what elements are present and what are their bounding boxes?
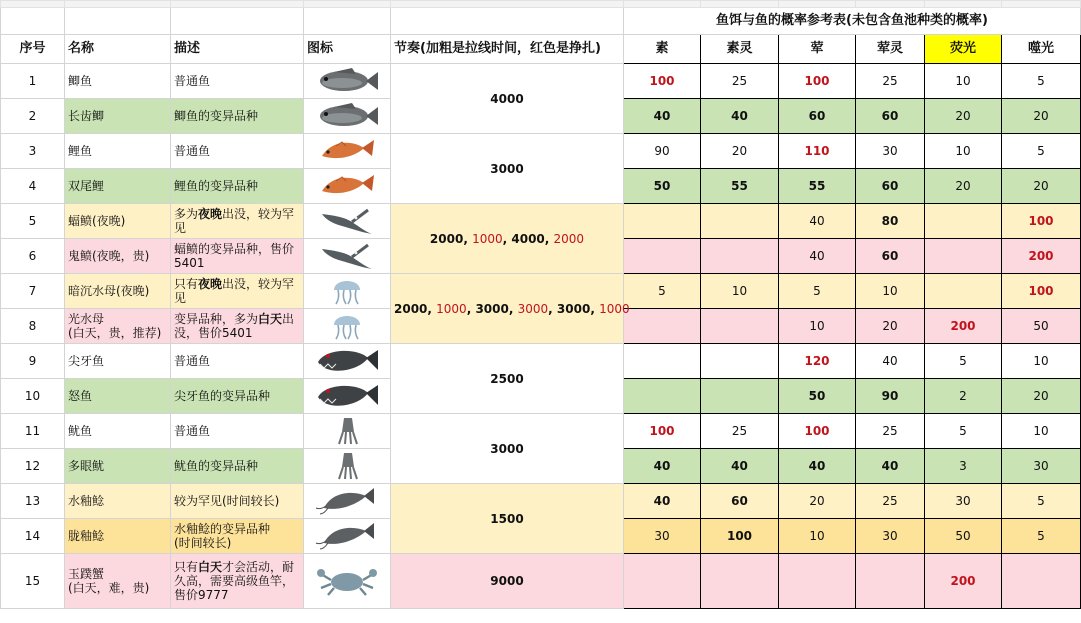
header-rhythm[interactable]: 节奏(加粗是拉线时间，红色是挣扎) xyxy=(391,35,624,64)
manta-ray-icon xyxy=(304,206,390,236)
probability-cell[interactable]: 50 xyxy=(925,519,1002,554)
row-index[interactable]: 13 xyxy=(1,484,65,519)
rhythm-value: 9000 xyxy=(490,574,524,588)
row-index[interactable]: 7 xyxy=(1,274,65,309)
header-desc[interactable]: 描述 xyxy=(171,35,304,64)
fish-description[interactable]: 蝠鲼的变异品种，售价5401 xyxy=(171,239,304,274)
probability-cell[interactable]: 60 xyxy=(701,484,779,519)
probability-cell[interactable] xyxy=(701,309,779,344)
probability-cell[interactable]: 120 xyxy=(779,344,856,379)
fish-icon-cell[interactable] xyxy=(304,134,391,169)
rhythm-value: 3000 xyxy=(490,161,524,176)
probability-cell[interactable] xyxy=(624,239,701,274)
fish-name[interactable]: 怒鱼 xyxy=(65,379,171,414)
probability-cell[interactable]: 5 xyxy=(624,274,701,309)
fish-name[interactable]: 胧釉鲶 xyxy=(65,519,171,554)
probability-cell[interactable]: 40 xyxy=(856,449,925,484)
probability-cell[interactable] xyxy=(624,554,701,609)
fish-description[interactable] xyxy=(171,274,304,309)
fish-icon-cell[interactable] xyxy=(304,274,391,309)
header-index[interactable]: 序号 xyxy=(1,35,65,64)
probability-cell[interactable] xyxy=(624,379,701,414)
desc-text: 出没，售价5401 xyxy=(174,312,295,340)
fish-name[interactable]: 长齿鲫 xyxy=(65,99,171,134)
row-index[interactable]: 12 xyxy=(1,449,65,484)
desc-text: 只有 xyxy=(174,560,199,574)
fish-description[interactable] xyxy=(171,309,304,344)
desc-text: 变异品种，多为 xyxy=(174,312,259,326)
fish-name[interactable]: 多眼鱿 xyxy=(65,449,171,484)
probability-cell[interactable]: 20 xyxy=(925,169,1002,204)
row-index[interactable]: 1 xyxy=(1,64,65,99)
probability-cell[interactable]: 20 xyxy=(779,484,856,519)
probability-cell[interactable]: 40 xyxy=(701,99,779,134)
table-row xyxy=(1,344,1081,379)
probability-cell[interactable]: 25 xyxy=(856,484,925,519)
piranha-icon xyxy=(304,346,390,376)
rhythm-value: 3000 xyxy=(475,301,509,316)
probability-cell[interactable] xyxy=(925,239,1002,274)
probability-cell[interactable]: 10 xyxy=(701,274,779,309)
probability-cell[interactable]: 30 xyxy=(856,134,925,169)
probability-cell[interactable]: 100 xyxy=(624,414,701,449)
column-letters-row xyxy=(1,1,1081,8)
probability-cell[interactable]: 20 xyxy=(1002,99,1081,134)
rhythm-cell[interactable] xyxy=(391,554,624,609)
probability-cell[interactable] xyxy=(624,204,701,239)
probability-cell[interactable]: 40 xyxy=(624,449,701,484)
fish-icon-cell[interactable] xyxy=(304,484,391,519)
probability-cell[interactable]: 100 xyxy=(1002,274,1081,309)
probability-cell[interactable]: 50 xyxy=(779,379,856,414)
row-index[interactable]: 6 xyxy=(1,239,65,274)
probability-cell[interactable]: 5 xyxy=(925,414,1002,449)
header-bait-4[interactable]: 荧光 xyxy=(925,35,1002,64)
probability-cell[interactable]: 10 xyxy=(1002,414,1081,449)
fish-name[interactable]: 双尾鲤 xyxy=(65,169,171,204)
desc-text: 出没，较为罕见 xyxy=(174,277,295,305)
table-title[interactable]: 鱼饵与鱼的概率参考表(未包含鱼池种类的概率) xyxy=(624,8,1081,35)
probability-cell[interactable]: 20 xyxy=(701,134,779,169)
probability-cell[interactable]: 20 xyxy=(1002,169,1081,204)
probability-cell[interactable] xyxy=(624,344,701,379)
rhythm-struggle-value: 1000 xyxy=(436,301,467,316)
fish-description[interactable] xyxy=(171,204,304,239)
fish-description[interactable]: 尖牙鱼的变异品种 xyxy=(171,379,304,414)
fish-name[interactable]: 玉蹼蟹 (白天，难，贵) xyxy=(65,554,171,609)
row-index[interactable]: 10 xyxy=(1,379,65,414)
rhythm-value: 2000 xyxy=(429,231,464,246)
header-row xyxy=(1,35,1081,64)
probability-cell[interactable]: 50 xyxy=(624,169,701,204)
title-row xyxy=(1,8,1081,35)
probability-cell[interactable]: 60 xyxy=(856,239,925,274)
probability-cell[interactable]: 30 xyxy=(856,519,925,554)
probability-cell[interactable]: 55 xyxy=(779,169,856,204)
fish-icon-cell[interactable] xyxy=(304,379,391,414)
rhythm-cell[interactable] xyxy=(391,414,624,484)
catfish-icon xyxy=(304,521,390,551)
table-body xyxy=(1,64,1081,609)
probability-cell[interactable]: 100 xyxy=(1002,204,1081,239)
probability-cell[interactable]: 55 xyxy=(701,169,779,204)
probability-cell[interactable]: 20 xyxy=(925,99,1002,134)
rhythm-cell[interactable] xyxy=(391,484,624,554)
rhythm-struggle-value: 3000 xyxy=(517,301,549,316)
rhythm-struggle-value: 1000 xyxy=(472,231,503,246)
table-row xyxy=(1,134,1081,169)
row-index[interactable]: 2 xyxy=(1,99,65,134)
table-row xyxy=(1,274,1081,309)
koi-orange-icon xyxy=(304,171,390,201)
probability-cell[interactable]: 10 xyxy=(1002,344,1081,379)
row-index[interactable]: 8 xyxy=(1,309,65,344)
rhythm-struggle-value: 1000 xyxy=(599,301,630,316)
desc-text: 多为 xyxy=(174,207,199,221)
probability-cell[interactable]: 10 xyxy=(856,274,925,309)
rhythm-value: , xyxy=(590,301,600,316)
probability-cell[interactable]: 5 xyxy=(925,344,1002,379)
probability-cell[interactable]: 10 xyxy=(925,134,1002,169)
jellyfish-icon xyxy=(304,311,390,341)
header-bait-2[interactable]: 荤 xyxy=(779,35,856,64)
rhythm-cell[interactable] xyxy=(391,274,630,344)
row-index[interactable]: 4 xyxy=(1,169,65,204)
fish-description[interactable]: 鱿鱼的变异品种 xyxy=(171,449,304,484)
desc-text: 只有 xyxy=(174,277,199,291)
probability-cell[interactable]: 60 xyxy=(779,99,856,134)
probability-cell[interactable]: 5 xyxy=(1002,134,1081,169)
header-bait-1[interactable]: 素灵 xyxy=(701,35,779,64)
probability-cell[interactable]: 200 xyxy=(1002,239,1081,274)
probability-cell[interactable]: 10 xyxy=(779,519,856,554)
probability-cell[interactable] xyxy=(856,554,925,609)
fish-icon-cell[interactable] xyxy=(304,239,391,274)
probability-cell[interactable]: 100 xyxy=(701,519,779,554)
desc-text: 出没，较为罕见 xyxy=(174,207,295,235)
probability-cell[interactable]: 3 xyxy=(925,449,1002,484)
fish-name[interactable]: 鲤鱼 xyxy=(65,134,171,169)
rhythm-cell[interactable] xyxy=(391,64,624,134)
rhythm-cell[interactable] xyxy=(391,134,624,204)
probability-cell[interactable]: 5 xyxy=(1002,484,1081,519)
fish-icon-cell[interactable] xyxy=(304,309,391,344)
rhythm-value: 3000 xyxy=(556,301,591,316)
probability-cell[interactable] xyxy=(1002,554,1081,609)
rhythm-value: , xyxy=(466,301,476,316)
table-row xyxy=(1,484,1081,519)
row-index[interactable]: 15 xyxy=(1,554,65,609)
desc-emphasis: 夜晚 xyxy=(198,277,223,291)
fish-description[interactable]: 鲫鱼的变异品种 xyxy=(171,99,304,134)
fish-icon-cell[interactable] xyxy=(304,99,391,134)
probability-cell[interactable]: 5 xyxy=(1002,519,1081,554)
fish-name[interactable]: 光水母 (白天，贵，推荐) xyxy=(65,309,171,344)
rhythm-cell[interactable] xyxy=(391,344,624,414)
jellyfish-icon xyxy=(304,276,390,306)
row-index[interactable]: 11 xyxy=(1,414,65,449)
rhythm-value: , xyxy=(548,301,557,316)
header-bait-3[interactable]: 荤灵 xyxy=(856,35,925,64)
probability-cell[interactable]: 40 xyxy=(624,99,701,134)
probability-cell[interactable]: 100 xyxy=(779,64,856,99)
probability-cell[interactable]: 40 xyxy=(856,344,925,379)
fish-description[interactable]: 普通鱼 xyxy=(171,414,304,449)
fish-name[interactable]: 鱿鱼 xyxy=(65,414,171,449)
fish-icon-cell[interactable] xyxy=(304,519,391,554)
squid-icon xyxy=(304,451,390,481)
table-row xyxy=(1,414,1081,449)
fish-icon-cell[interactable] xyxy=(304,344,391,379)
rhythm-value: 4000 xyxy=(511,231,545,246)
probability-cell[interactable]: 40 xyxy=(701,449,779,484)
rhythm-value: , xyxy=(544,231,554,246)
fish-name[interactable]: 鲫鱼 xyxy=(65,64,171,99)
fish-description[interactable]: 水釉鲶的变异品种 (时间较长) xyxy=(171,519,304,554)
row-index[interactable]: 9 xyxy=(1,344,65,379)
piranha-icon xyxy=(304,381,390,411)
probability-cell[interactable] xyxy=(701,379,779,414)
fish-description[interactable]: 普通鱼 xyxy=(171,64,304,99)
desc-emphasis: 白天 xyxy=(258,312,283,326)
probability-cell[interactable] xyxy=(701,239,779,274)
fish-description[interactable] xyxy=(171,554,304,609)
probability-cell[interactable]: 20 xyxy=(856,309,925,344)
probability-cell[interactable]: 20 xyxy=(1002,379,1081,414)
rhythm-value: 2000 xyxy=(394,301,428,316)
rhythm-value: , xyxy=(502,231,512,246)
rhythm-value: 2500 xyxy=(490,371,524,386)
probability-cell[interactable]: 40 xyxy=(779,239,856,274)
desc-emphasis: 白天 xyxy=(198,560,223,574)
probability-cell[interactable]: 10 xyxy=(779,309,856,344)
row-index[interactable]: 14 xyxy=(1,519,65,554)
row-index[interactable]: 3 xyxy=(1,134,65,169)
fish-name[interactable]: 鬼鲼(夜晚，贵) xyxy=(65,239,171,274)
fish-icon-cell[interactable] xyxy=(304,64,391,99)
probability-cell[interactable] xyxy=(701,344,779,379)
rhythm-struggle-value: 2000 xyxy=(553,231,585,246)
probability-cell[interactable]: 100 xyxy=(779,414,856,449)
fish-icon-cell[interactable] xyxy=(304,449,391,484)
crab-icon xyxy=(304,566,390,596)
fish-description[interactable]: 普通鱼 xyxy=(171,134,304,169)
probability-cell[interactable]: 60 xyxy=(856,169,925,204)
rhythm-cell[interactable] xyxy=(391,204,624,274)
header-bait-0[interactable]: 素 xyxy=(624,35,701,64)
koi-orange-icon xyxy=(304,136,390,166)
probability-cell[interactable]: 200 xyxy=(925,554,1002,609)
probability-cell[interactable]: 200 xyxy=(925,309,1002,344)
rhythm-value: 4000 xyxy=(490,91,524,106)
probability-cell[interactable]: 25 xyxy=(701,64,779,99)
probability-cell[interactable] xyxy=(925,274,1002,309)
fish-icon-cell[interactable] xyxy=(304,204,391,239)
probability-cell[interactable]: 50 xyxy=(1002,309,1081,344)
probability-cell[interactable]: 110 xyxy=(779,134,856,169)
probability-cell[interactable]: 90 xyxy=(856,379,925,414)
rhythm-value: 1500 xyxy=(490,511,524,526)
fish-name[interactable]: 蝠鲼(夜晚) xyxy=(65,204,171,239)
desc-text: 才会活动，耐久高，需要高级鱼竿，售价9777 xyxy=(174,560,295,602)
probability-cell[interactable]: 25 xyxy=(856,414,925,449)
fish-icon-cell[interactable] xyxy=(304,169,391,204)
probability-cell[interactable]: 40 xyxy=(779,449,856,484)
probability-cell[interactable]: 100 xyxy=(624,64,701,99)
fish-description[interactable]: 普通鱼 xyxy=(171,344,304,379)
fish-name[interactable]: 尖牙鱼 xyxy=(65,344,171,379)
probability-cell[interactable]: 90 xyxy=(624,134,701,169)
probability-cell[interactable] xyxy=(925,204,1002,239)
probability-cell[interactable]: 5 xyxy=(1002,64,1081,99)
probability-cell[interactable]: 30 xyxy=(925,484,1002,519)
probability-cell[interactable]: 25 xyxy=(856,64,925,99)
rhythm-value: , xyxy=(427,301,437,316)
fish-name[interactable]: 暗沉水母(夜晚) xyxy=(65,274,171,309)
carp-gray-icon xyxy=(304,66,390,96)
probability-cell[interactable] xyxy=(779,554,856,609)
probability-cell[interactable]: 5 xyxy=(779,274,856,309)
probability-cell[interactable] xyxy=(701,204,779,239)
squid-icon xyxy=(304,416,390,446)
desc-emphasis: 夜晚 xyxy=(198,207,223,221)
probability-cell[interactable]: 40 xyxy=(779,204,856,239)
carp-gray-icon xyxy=(304,101,390,131)
probability-cell[interactable]: 25 xyxy=(701,414,779,449)
probability-cell[interactable] xyxy=(624,309,701,344)
probability-cell[interactable]: 60 xyxy=(856,99,925,134)
probability-cell[interactable]: 10 xyxy=(925,64,1002,99)
fish-description[interactable]: 鲤鱼的变异品种 xyxy=(171,169,304,204)
table-row xyxy=(1,64,1081,99)
probability-cell[interactable] xyxy=(701,554,779,609)
header-icon[interactable]: 图标 xyxy=(304,35,391,64)
catfish-icon xyxy=(304,486,390,516)
probability-cell[interactable]: 2 xyxy=(925,379,1002,414)
fish-name[interactable]: 水釉鲶 xyxy=(65,484,171,519)
probability-cell[interactable]: 30 xyxy=(1002,449,1081,484)
rhythm-value: , xyxy=(508,301,518,316)
rhythm-value: , xyxy=(463,231,473,246)
probability-cell[interactable]: 80 xyxy=(856,204,925,239)
header-name[interactable]: 名称 xyxy=(65,35,171,64)
fish-description[interactable]: 较为罕见(时间较长) xyxy=(171,484,304,519)
fish-icon-cell[interactable] xyxy=(304,554,391,609)
probability-cell[interactable]: 40 xyxy=(624,484,701,519)
rhythm-value: 3000 xyxy=(490,441,524,456)
header-bait-5[interactable]: 噬光 xyxy=(1002,35,1081,64)
table-row xyxy=(1,204,1081,239)
manta-ray-icon xyxy=(304,241,390,271)
fish-icon-cell[interactable] xyxy=(304,414,391,449)
row-index[interactable]: 5 xyxy=(1,204,65,239)
probability-cell[interactable]: 30 xyxy=(624,519,701,554)
table-row xyxy=(1,554,1081,609)
